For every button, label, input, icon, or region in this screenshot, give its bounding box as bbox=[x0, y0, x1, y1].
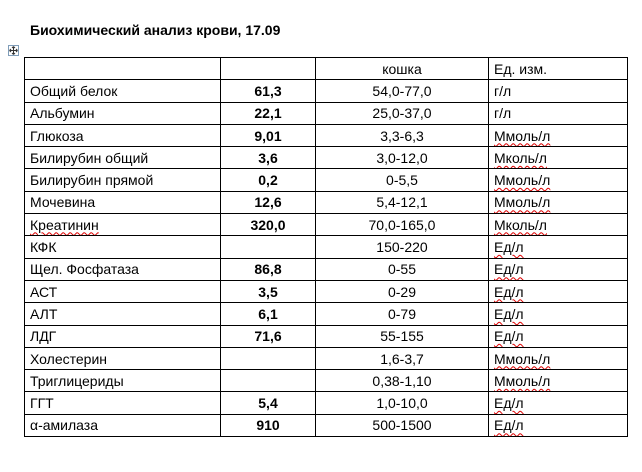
table-header-row bbox=[25, 58, 628, 80]
reference-range-cell: 150-220 bbox=[316, 236, 489, 258]
result-value-cell: 910 bbox=[221, 414, 316, 436]
unit-cell: Мколь/л bbox=[489, 214, 628, 236]
result-value-cell: 5,4 bbox=[221, 392, 316, 414]
result-value-cell: 6,1 bbox=[221, 303, 316, 325]
table-row bbox=[25, 280, 628, 302]
param-name-cell: АСТ bbox=[25, 280, 221, 302]
result-value-cell: 9,01 bbox=[221, 124, 316, 146]
unit-cell: Ммоль/л bbox=[489, 191, 628, 213]
header-reference: кошка bbox=[316, 58, 489, 80]
param-name-cell: Триглицериды bbox=[25, 370, 221, 392]
table-row bbox=[25, 258, 628, 280]
table-row bbox=[25, 169, 628, 191]
param-name-cell: АЛТ bbox=[25, 303, 221, 325]
unit-cell: Ммоль/л bbox=[489, 124, 628, 146]
table-row bbox=[25, 414, 628, 436]
table-row bbox=[25, 325, 628, 347]
table-row bbox=[25, 80, 628, 102]
result-value-cell bbox=[221, 347, 316, 369]
reference-range-cell: 3,0-12,0 bbox=[316, 147, 489, 169]
table-row bbox=[25, 392, 628, 414]
unit-cell: Мколь/л bbox=[489, 147, 628, 169]
reference-range-cell: 1,6-3,7 bbox=[316, 347, 489, 369]
unit-cell: Ммоль/л bbox=[489, 169, 628, 191]
blood-test-table bbox=[24, 57, 628, 437]
unit-cell: г/л bbox=[489, 102, 628, 124]
result-value-cell: 0,2 bbox=[221, 169, 316, 191]
result-value-cell: 3,5 bbox=[221, 280, 316, 302]
header-param bbox=[25, 58, 221, 80]
unit-cell: Ед/л bbox=[489, 414, 628, 436]
table-row bbox=[25, 347, 628, 369]
unit-cell: Ед/л bbox=[489, 392, 628, 414]
table-row bbox=[25, 236, 628, 258]
reference-range-cell: 0-5,5 bbox=[316, 169, 489, 191]
unit-cell: Ед/л bbox=[489, 303, 628, 325]
table-row bbox=[25, 370, 628, 392]
table-row bbox=[25, 214, 628, 236]
reference-range-cell: 55-155 bbox=[316, 325, 489, 347]
table-row bbox=[25, 102, 628, 124]
reference-range-cell: 0-79 bbox=[316, 303, 489, 325]
result-value-cell: 61,3 bbox=[221, 80, 316, 102]
param-name-cell: Альбумин bbox=[25, 102, 221, 124]
param-name-cell: Билирубин прямой bbox=[25, 169, 221, 191]
param-name-cell: Общий белок bbox=[25, 80, 221, 102]
param-name-cell: ГГТ bbox=[25, 392, 221, 414]
result-value-cell: 320,0 bbox=[221, 214, 316, 236]
unit-cell: Ед/л bbox=[489, 236, 628, 258]
reference-range-cell: 54,0-77,0 bbox=[316, 80, 489, 102]
header-value bbox=[221, 58, 316, 80]
result-value-cell: 86,8 bbox=[221, 258, 316, 280]
param-name-cell: Мочевина bbox=[25, 191, 221, 213]
table-row bbox=[25, 147, 628, 169]
unit-cell: Ед/л bbox=[489, 258, 628, 280]
table-row bbox=[25, 303, 628, 325]
param-name-cell: Глюкоза bbox=[25, 124, 221, 146]
table-move-handle-icon[interactable] bbox=[8, 45, 19, 56]
param-name-cell: ЛДГ bbox=[25, 325, 221, 347]
table-row bbox=[25, 191, 628, 213]
reference-range-cell: 0-55 bbox=[316, 258, 489, 280]
result-value-cell: 3,6 bbox=[221, 147, 316, 169]
result-value-cell bbox=[221, 236, 316, 258]
unit-cell: Ммоль/л bbox=[489, 347, 628, 369]
unit-cell: Ед/л bbox=[489, 280, 628, 302]
unit-cell: Ед/л bbox=[489, 325, 628, 347]
param-name-cell: КФК bbox=[25, 236, 221, 258]
document-title: Биохимический анализ крови, 17.09 bbox=[30, 22, 281, 38]
reference-range-cell: 5,4-12,1 bbox=[316, 191, 489, 213]
param-name-cell: Билирубин общий bbox=[25, 147, 221, 169]
table-row bbox=[25, 124, 628, 146]
result-value-cell bbox=[221, 370, 316, 392]
param-name-cell: Щел. Фосфатаза bbox=[25, 258, 221, 280]
param-name-cell: α-амилаза bbox=[25, 414, 221, 436]
result-value-cell: 22,1 bbox=[221, 102, 316, 124]
param-name-cell: Холестерин bbox=[25, 347, 221, 369]
header-unit: Ед. изм. bbox=[489, 58, 628, 80]
result-value-cell: 12,6 bbox=[221, 191, 316, 213]
unit-cell: Ммоль/л bbox=[489, 370, 628, 392]
reference-range-cell: 0-29 bbox=[316, 280, 489, 302]
result-value-cell: 71,6 bbox=[221, 325, 316, 347]
param-name-cell: Креатинин bbox=[25, 214, 221, 236]
reference-range-cell: 1,0-10,0 bbox=[316, 392, 489, 414]
unit-cell: г/л bbox=[489, 80, 628, 102]
reference-range-cell: 3,3-6,3 bbox=[316, 124, 489, 146]
reference-range-cell: 500-1500 bbox=[316, 414, 489, 436]
reference-range-cell: 70,0-165,0 bbox=[316, 214, 489, 236]
reference-range-cell: 25,0-37,0 bbox=[316, 102, 489, 124]
reference-range-cell: 0,38-1,10 bbox=[316, 370, 489, 392]
